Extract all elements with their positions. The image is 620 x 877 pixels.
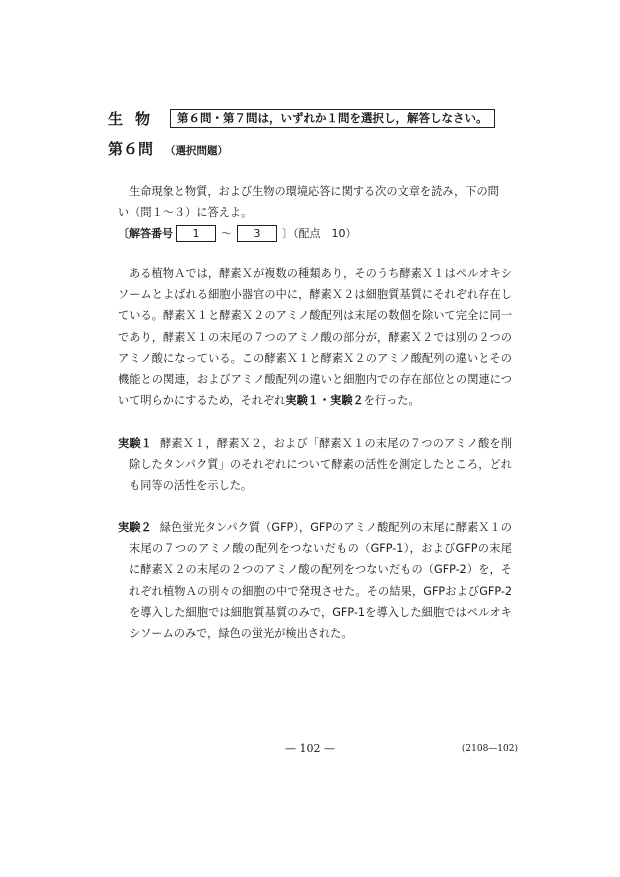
answer-range-tilde: ～ <box>221 227 232 240</box>
question-heading <box>108 138 228 159</box>
subject-title: 生物 <box>108 109 163 128</box>
passage-exp2-ref: 実験２ <box>330 394 364 408</box>
question-intro <box>118 181 508 223</box>
passage <box>118 263 512 411</box>
experiment-2 <box>118 517 512 644</box>
experiment-1-paragraph <box>118 433 512 497</box>
passage-exp1-ref: 実験１ <box>285 394 319 408</box>
experiment-1-text: 酵素Ｘ１，酵素Ｘ２，および「酵素Ｘ１の末尾の７つのアミノ酸を削除したタンパク質」のそれぞれについて酵素の活性を測定したところ，どれも同等の活性を示した。 <box>129 437 512 493</box>
passage-separator: ・ <box>318 394 331 408</box>
experiment-2-text: 緑色蛍光タンパク質（GFP），GFPのアミノ酸配列の末尾に酵素Ｘ１の末尾の７つのアミノ酸の配列をつないだもの（GFP-1），およびGFPの末尾に酵素Ｘ２の末尾の２つのアミノ酸の配列をつないだもの（GFP-2）を，それぞれ植物Ａの別々の細胞の中で発現させた。その結果，GFPおよびGFP-2を導入した細胞では細胞質基質のみで，GFP-1を導入した細胞ではペルオキシソームのみで，緑色の蛍光が検出された。 <box>129 521 512 641</box>
passage-text-a: ある植物Ａでは，酵素Ｘが複数の種類あり，そのうち酵素Ｘ１はペルオキシソームとよばれる細胞小器官の中に，酵素Ｘ２は細胞質基質にそれぞれ存在している。酵素Ｘ１と酵素Ｘ２のアミノ酸配列は末尾の数個を除いて完全に同一であり，酵素Ｘ１の末尾の７つのアミノ酸の部分が，酵素Ｘ２では別の２つのアミノ酸になっている。この酵素Ｘ１と酵素Ｘ２のアミノ酸配列の違いとその機能との関連，およびアミノ酸配列の違いと細胞内での存在部位との関連について明らかにするため，それぞれ <box>118 267 512 408</box>
experiment-1 <box>118 433 512 497</box>
page-code: (2108—102) <box>461 744 518 754</box>
page-header <box>108 108 495 128</box>
answer-number-label: 〔解答番号 <box>118 227 173 240</box>
page-number: — 102 — <box>285 742 335 755</box>
passage-text-b: を行った。 <box>363 394 420 408</box>
points-label: 〕（配点 10） <box>282 227 357 240</box>
experiment-1-label: 実験１ <box>118 437 153 450</box>
selection-instruction-box: 第６問・第７問は，いずれか１問を選択し，解答しなさい。 <box>170 109 495 128</box>
intro-text: 生命現象と物質，および生物の環境応答に関する次の文章を読み，下の問い（問１～３）に答えよ。 <box>118 185 499 219</box>
answer-number-line <box>118 223 357 243</box>
experiment-2-label: 実験２ <box>118 521 152 534</box>
passage-paragraph <box>118 263 512 411</box>
question-number: 第６問 <box>108 140 154 158</box>
answer-box-first: 1 <box>176 225 216 242</box>
question-type: （選択問題） <box>165 145 229 157</box>
experiment-2-paragraph <box>118 517 512 644</box>
answer-box-last: 3 <box>237 225 277 242</box>
